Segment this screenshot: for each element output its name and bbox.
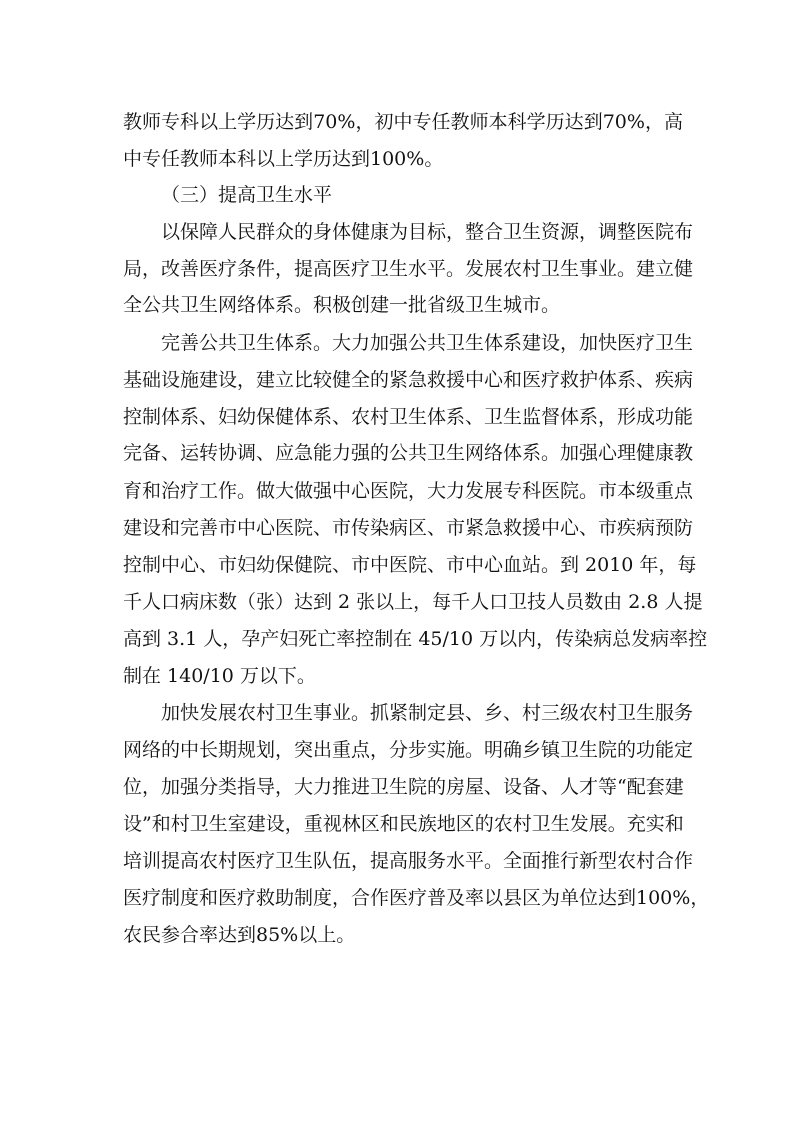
- paragraph-4-line-3: 位，加强分类指导，大力推进卫生院的房屋、设备、人才等“配套建: [123, 776, 684, 798]
- paragraph-3-line-6: 建设和完善市中心医院、市传染病区、市紧急救援中心、市疾病预防: [123, 517, 694, 539]
- paragraph-2-line-2: 局，改善医疗条件，提高医疗卫生水平。发展农村卫生事业。建立健: [123, 258, 694, 280]
- paragraph-3-line-9: 高到 3.1 人，孕产妇死亡率控制在 45/10 万以内，传染病总发病率控: [123, 628, 708, 650]
- paragraph-2-line-1: 以保障人民群众的身体健康为目标，整合卫生资源，调整医院布: [161, 221, 694, 243]
- paragraph-3-line-2: 基础设施建设，建立比较健全的紧急救援中心和医疗救护体系、疾病: [123, 369, 694, 391]
- paragraph-4-line-7: 农民参合率达到85%以上。: [123, 924, 356, 946]
- paragraph-4-line-2: 网络的中长期规划，突出重点，分步实施。明确乡镇卫生院的功能定: [123, 739, 694, 761]
- section-heading: （三）提高卫生水平: [161, 184, 333, 206]
- paragraph-3-line-10: 制在 140/10 万以下。: [123, 665, 316, 687]
- paragraph-3-line-1: 完善公共卫生体系。大力加强公共卫生体系建设，加快医疗卫生: [161, 332, 694, 354]
- paragraph-4-line-6: 医疗制度和医疗救助制度，合作医疗普及率以县区为单位达到100%，: [123, 887, 710, 909]
- paragraph-3-line-8: 千人口病床数（张）达到 2 张以上，每千人口卫技人员数由 2.8 人提: [123, 591, 703, 613]
- paragraph-3-line-5: 育和治疗工作。做大做强中心医院，大力发展专科医院。市本级重点: [123, 480, 694, 502]
- paragraph-1-line-1: 教师专科以上学历达到70%，初中专任教师本科学历达到70%，高: [123, 111, 683, 133]
- paragraph-3-line-3: 控制体系、妇幼保健体系、农村卫生体系、卫生监督体系，形成功能: [123, 406, 694, 428]
- paragraph-2-line-3: 全公共卫生网络体系。积极创建一批省级卫生城市。: [123, 294, 561, 316]
- paragraph-3-line-7: 控制中心、市妇幼保健院、市中医院、市中心血站。到 2010 年，每: [123, 554, 697, 576]
- paragraph-1-line-2: 中专任教师本科以上学历达到100%。: [123, 148, 444, 170]
- paragraph-4-line-4: 设”和村卫生室建设，重视林区和民族地区的农村卫生发展。充实和: [123, 813, 684, 835]
- paragraph-3-line-4: 完备、运转协调、应急能力强的公共卫生网络体系。加强心理健康教: [123, 442, 694, 464]
- paragraph-4-line-1: 加快发展农村卫生事业。抓紧制定县、乡、村三级农村卫生服务: [161, 702, 694, 724]
- paragraph-4-line-5: 培训提高农村医疗卫生队伍，提高服务水平。全面推行新型农村合作: [123, 850, 694, 872]
